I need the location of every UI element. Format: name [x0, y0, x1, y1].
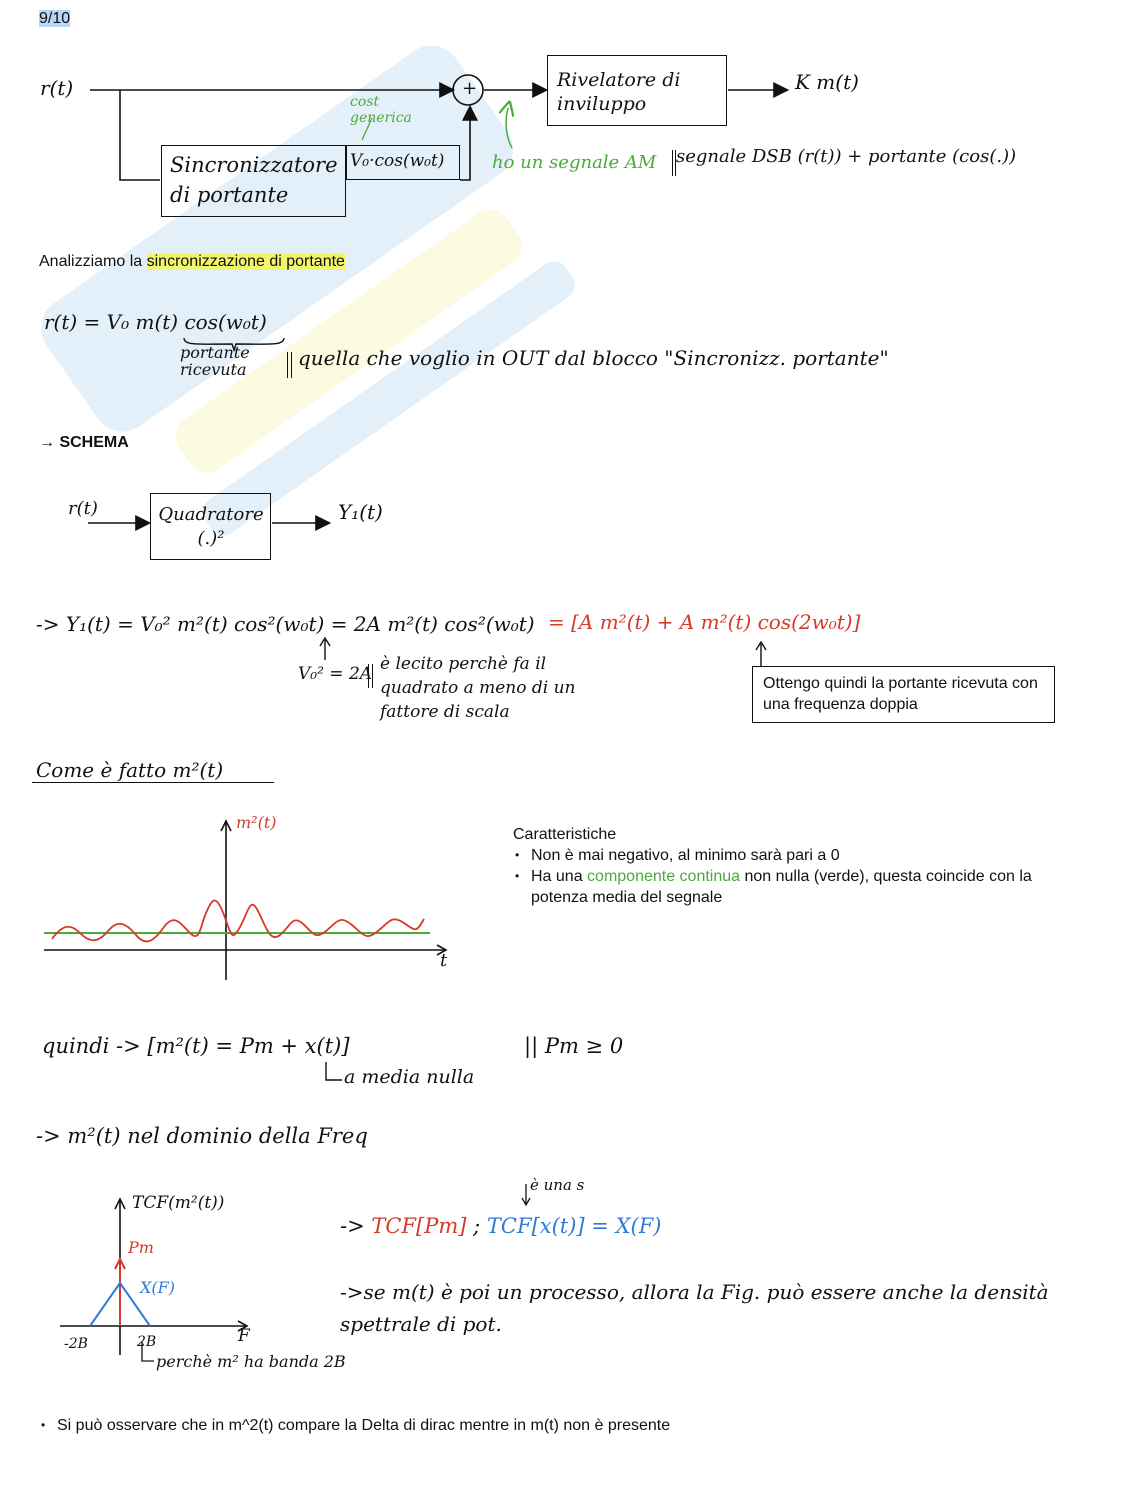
- note-process: ->se m(t) è poi un processo, allora la Fig. può essere anche la densità spettrale di pot.: [340, 1280, 1049, 1336]
- eq-quindi-note: a media nulla: [344, 1066, 475, 1088]
- eq-y-result: = [A m²(t) + A m²(t) cos(2w₀t)]: [548, 610, 861, 634]
- eq-tcf-arrow: ->: [340, 1214, 365, 1238]
- eq-y-separator: [368, 664, 373, 688]
- section-title-underline: [32, 782, 274, 783]
- diagram2-output: Y₁(t): [338, 500, 383, 524]
- eq-tcf-small-note: è una s: [530, 1176, 585, 1194]
- eq-r-formula: r(t) = V₀ m(t) cos(w₀t): [44, 310, 267, 334]
- page-number: 9/10: [39, 10, 71, 27]
- quadratore-label: Quadratore (.)²: [158, 504, 264, 549]
- eq-quindi-cond: || Pm ≥ 0: [524, 1034, 624, 1058]
- callout-text: Ottengo quindi la portante ricevuta con una frequenza doppia: [763, 675, 1038, 713]
- plot2-plus2b: 2B: [137, 1334, 157, 1350]
- eq-y-note-text: è lecito perchè fa il quadrato a meno di un fattore di scala: [380, 654, 576, 722]
- plot2-f: F: [238, 1326, 250, 1346]
- intro-highlight: sincronizzazione di portante: [146, 253, 345, 270]
- green-term: componente continua: [587, 868, 741, 885]
- characteristics-item-2: • Ha una componente continua non nulla (verde), questa coincide con la potenza media del segnale: [513, 866, 1073, 908]
- bottom-bullet: • Si può osservare che in m^2(t) compare la Delta di dirac mentre in m(t) non è presente: [39, 1415, 1039, 1436]
- plot1-signal: [52, 900, 424, 941]
- plot1: [40, 815, 460, 985]
- schema-heading: → SCHEMA: [39, 434, 129, 451]
- intro-text: Analizziamo la: [39, 253, 147, 270]
- note-cost-generica: cost generica: [350, 94, 412, 126]
- section-title: Come è fatto m²(t): [36, 758, 224, 782]
- output-label: K m(t): [795, 70, 859, 94]
- characteristics-title: Caratteristiche: [513, 826, 617, 843]
- eq-tcf-red: TCF[Pm]: [371, 1214, 467, 1238]
- sync-block-label: Sincronizzatore di portante: [170, 153, 338, 207]
- callout-pointer: [754, 640, 768, 668]
- sync-to-sum: [460, 108, 470, 180]
- plot2-ylabel: TCF(m²(t)): [132, 1193, 225, 1213]
- diagram2-input: r(t): [68, 498, 98, 519]
- rivelatore-label: Rivelatore di inviluppo: [557, 69, 681, 115]
- separator-bar: [672, 150, 676, 176]
- eq-y-note-v: V₀² = 2A: [298, 664, 373, 684]
- input-label: r(t): [40, 76, 74, 100]
- green-pointer-am: [506, 108, 512, 148]
- eq-r-note: quella che voglio in OUT dal blocco "Sincronizz. portante": [298, 346, 889, 370]
- plot2-xf: X(F): [140, 1278, 175, 1297]
- freq-title: -> m²(t) nel dominio della Freq: [36, 1124, 368, 1148]
- eq-y-pointer-up: [318, 636, 332, 662]
- plot2-note: perchè m² ha banda 2B: [156, 1352, 346, 1371]
- eq-r-separator: [287, 352, 292, 378]
- eq-tcf-sep: ;: [473, 1214, 481, 1238]
- plot2-minus2b: -2B: [64, 1336, 88, 1352]
- eq-tcf-blue: TCF[x(t)] = X(F): [486, 1214, 662, 1238]
- plot1-ylabel: m²(t): [236, 813, 277, 832]
- eq-tcf-small-pointer: [520, 1182, 532, 1208]
- plot2-pm: Pm: [128, 1238, 154, 1257]
- sync-out-label: V₀·cos(w₀t): [350, 151, 445, 171]
- eq-y-lhs: -> Y₁(t) = V₀² m²(t) cos²(w₀t) = 2A m²(t) cos²(w₀t): [36, 612, 535, 636]
- plot1-xlabel: t: [440, 950, 448, 971]
- branch-line: [120, 90, 160, 180]
- eq-r-brace-label: portante ricevuta: [180, 343, 250, 379]
- sum-label: +: [462, 78, 478, 99]
- eq-quindi: quindi -> [m²(t) = Pm + x(t)]: [42, 1034, 350, 1058]
- characteristics-item-1: • Non è mai negativo, al minimo sarà pari a 0: [513, 845, 1073, 866]
- note-segnale-am: ho un segnale AM: [492, 152, 657, 173]
- note-segnale-dsb: segnale DSB (r(t)) + portante (cos(.)): [676, 146, 1017, 167]
